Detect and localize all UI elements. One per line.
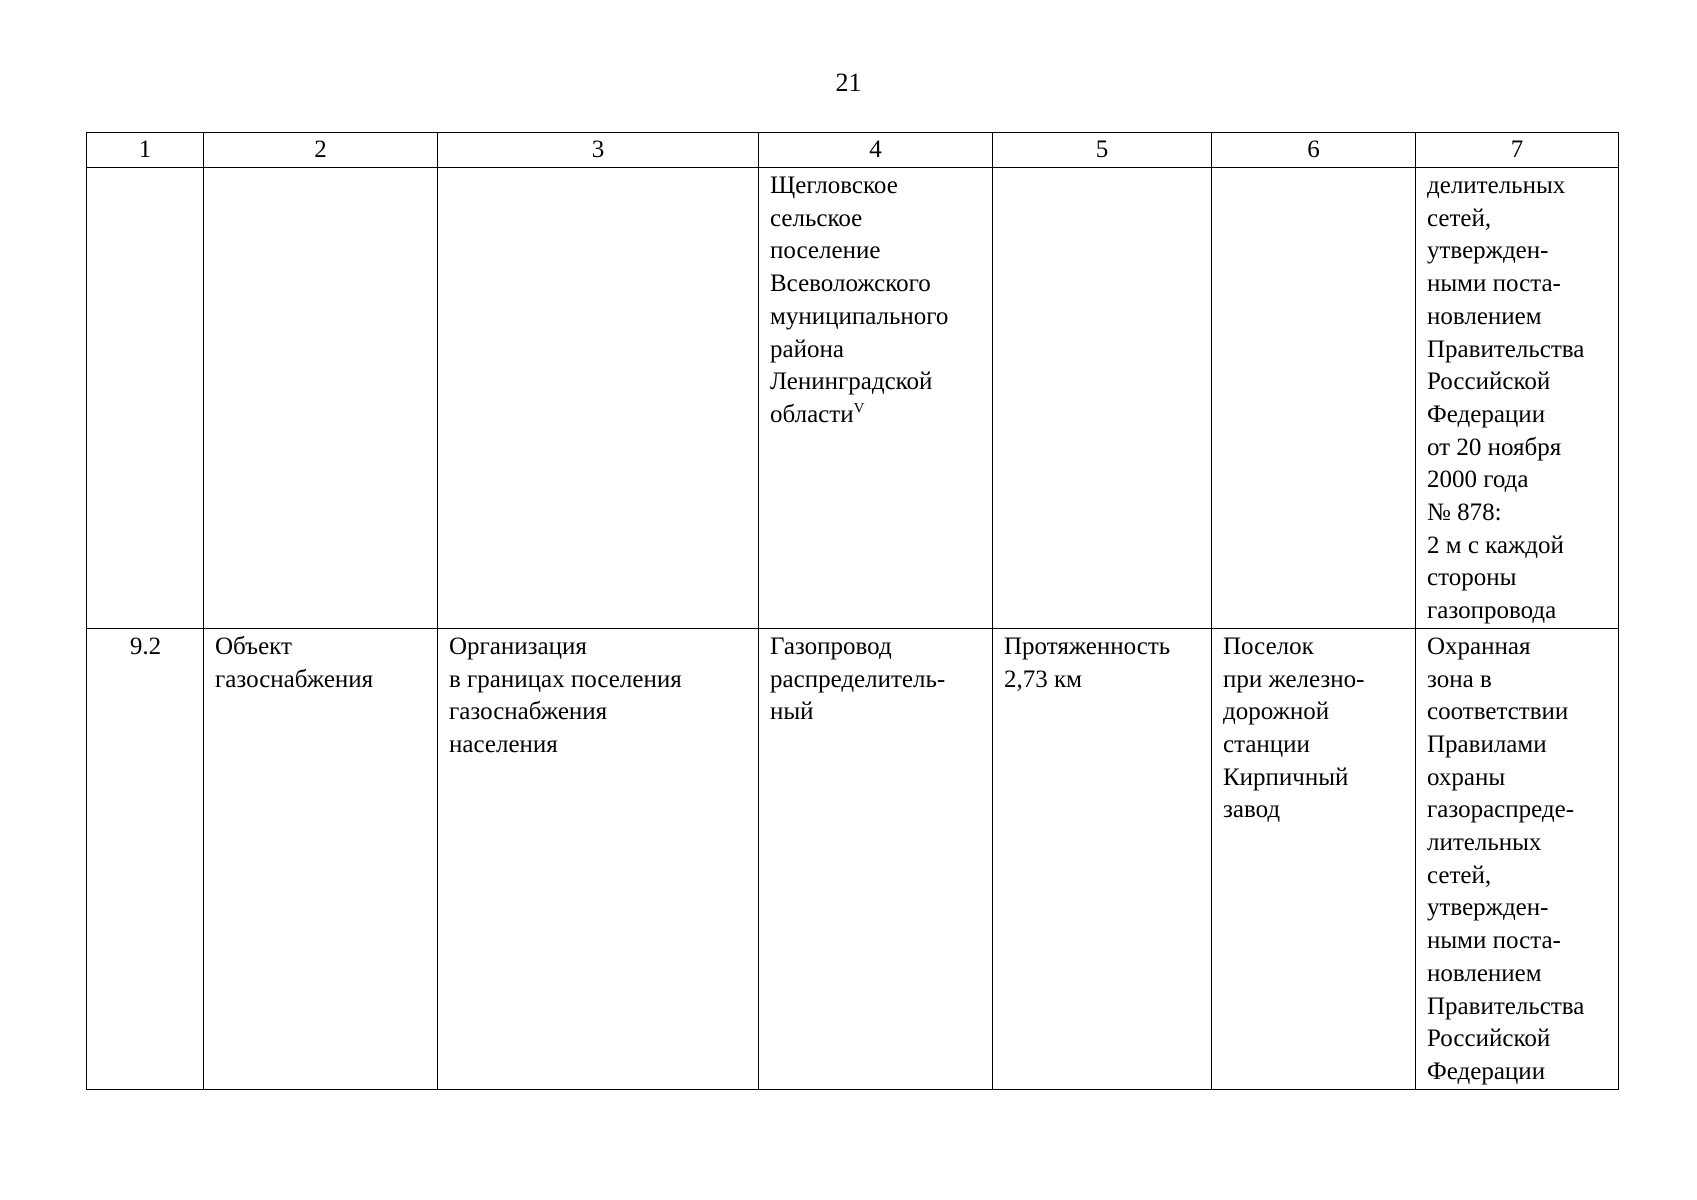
cell-line: зона в: [1427, 665, 1492, 693]
table-cell: [87, 168, 204, 629]
cell-line: от 20 ноября: [1427, 433, 1562, 461]
cell-line: Правительства: [1427, 992, 1585, 1020]
cell-line: Российской: [1427, 1025, 1551, 1053]
cell-line: газопровода: [1427, 597, 1557, 625]
document-table: [86, 132, 1619, 1090]
table-cell: [759, 168, 993, 629]
cell-line: дорожной: [1223, 698, 1330, 726]
cell-line: в границах поселения: [449, 665, 682, 693]
cell-line: № 878:: [1427, 499, 1502, 527]
table-cell: [1212, 168, 1416, 629]
column-header: 5: [993, 133, 1212, 168]
cell-line: Правилами: [1427, 730, 1547, 758]
cell-line: Протяженность: [1004, 632, 1171, 660]
cell-line: новлением: [1427, 959, 1542, 987]
cell-line: Ленинградской: [770, 368, 933, 396]
table-row: [87, 168, 1619, 629]
table-cell: [438, 628, 759, 1089]
table-cell: [204, 628, 438, 1089]
column-header: 6: [1212, 133, 1416, 168]
table-cell: [1416, 628, 1619, 1089]
cell-line: 9.2: [129, 632, 162, 660]
cell-line: поселение: [770, 237, 881, 265]
column-header: 7: [1416, 133, 1619, 168]
cell-line: Щегловское: [770, 172, 898, 199]
cell-line: 2 м с каждой: [1427, 531, 1564, 559]
cell-line: газоснабжения: [215, 665, 374, 693]
cell-line: при железно-: [1223, 665, 1365, 693]
table-row: [87, 628, 1619, 1089]
cell-line: Газопровод: [770, 632, 892, 660]
table-cell: [204, 168, 438, 629]
cell-line: Федерации: [1427, 1057, 1546, 1085]
page-number: 21: [835, 68, 862, 97]
table-cell: [993, 168, 1212, 629]
column-header: 1: [87, 133, 204, 168]
cell-line: газоснабжения: [449, 698, 608, 726]
column-header: 3: [438, 133, 759, 168]
table-header-row: [87, 133, 1619, 168]
table-cell: [759, 628, 993, 1089]
table-cell: [438, 168, 759, 629]
cell-line: сетей,: [1427, 861, 1492, 889]
cell-line: газораспреде-: [1427, 796, 1575, 824]
cell-line: 2,73 км: [1004, 665, 1082, 693]
cell-line: лительных: [1427, 829, 1542, 857]
cell-line: станции: [1223, 730, 1310, 758]
cell-line: Организация: [449, 632, 587, 660]
cell-line: Кирпичный: [1223, 763, 1349, 791]
cell-line: Правительства: [1427, 335, 1585, 363]
cell-line: ный: [770, 698, 814, 726]
cell-line: Всеволожского: [770, 270, 931, 298]
cell-line: распределитель-: [770, 665, 946, 693]
cell-line: завод: [1223, 796, 1281, 824]
cell-line: сетей,: [1427, 204, 1492, 232]
cell-line: новлением: [1427, 302, 1542, 330]
cell-line: стороны: [1427, 564, 1517, 592]
cell-line: утвержден-: [1427, 894, 1549, 922]
cell-line: ными поста-: [1427, 927, 1561, 955]
cell-line: делительных: [1427, 172, 1566, 199]
cell-line: Федерации: [1427, 400, 1546, 428]
cell-line: муниципального: [770, 302, 949, 330]
cell-line: утвержден-: [1427, 237, 1549, 265]
table-cell: [993, 628, 1212, 1089]
cell-line: Российской: [1427, 368, 1551, 396]
table-cell: [87, 628, 204, 1089]
cell-line: области$^V$: [770, 400, 865, 428]
cell-line: населения: [449, 730, 558, 758]
cell-line: ными поста-: [1427, 270, 1561, 298]
cell-line: Поселок: [1223, 632, 1314, 660]
cell-line: 2000 года: [1427, 466, 1529, 494]
table-cell: [1416, 168, 1619, 629]
cell-line: соответствии: [1427, 698, 1569, 726]
column-header: 4: [759, 133, 993, 168]
cell-line: района: [770, 335, 844, 363]
cell-line: сельское: [770, 204, 863, 232]
cell-line: охраны: [1427, 763, 1506, 791]
table-cell: [1212, 628, 1416, 1089]
cell-line: Объект: [215, 632, 292, 660]
footnote-marker: V: [853, 400, 865, 417]
column-header: 2: [204, 133, 438, 168]
cell-line: Охранная: [1427, 632, 1531, 660]
